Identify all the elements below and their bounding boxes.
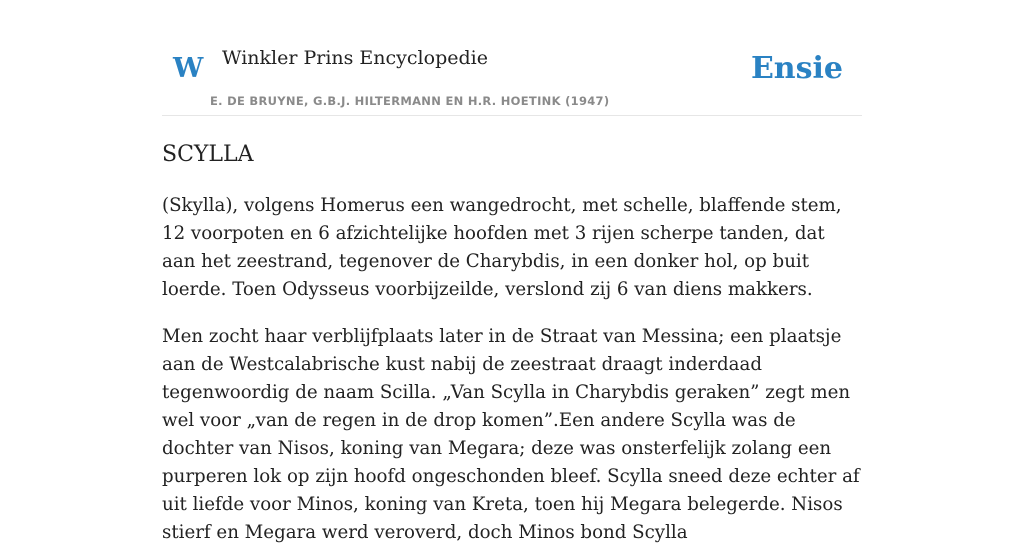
publication-title[interactable]: Winkler Prins Encyclopedie	[222, 47, 488, 69]
article-paragraph-1: (Skylla), volgens Homerus een wangedrocht, met schelle, blaffende stem, 12 voorpoten en 6 afzichtelijke hoofden met 3 rijen scherpe tanden, dat aan het zeestrand, tegenover de Charybdis, in een donker hol, op buit loerde. Toen Odysseus voorbijzeilde, verslond zij 6 van diens makkers.	[162, 195, 842, 300]
ensie-logo-link[interactable]: Ensie	[750, 51, 843, 86]
publication-logo[interactable]: W	[173, 53, 204, 84]
article-paragraph-2: Men zocht haar verblijfplaats later in de Straat van Messina; een plaatsje aan de Westcalabrische kust nabij de zeestraat draagt inderdaad tegenwoordig de naam Scilla. „Van Scylla in Charybdis geraken” zegt men wel voor „van de regen in de drop komen”.Een andere Scylla was de dochter van Nisos, koning van Megara; deze was onsterfelijk zolang een purperen lok op zijn hoofd ongeschonden bleef. Scylla sneed deze echter af uit liefde voor Minos, koning van Kreta, toen hij Megara belegerde. Nisos stierf en Megara werd veroverd, doch Minos bond Scylla	[162, 326, 860, 543]
article	[162, 138, 862, 547]
header	[162, 0, 862, 116]
publication-authors: E. DE BRUYNE, G.B.J. HILTERMANN EN H.R. HOETINK (1947)	[210, 94, 610, 108]
article-title: SCYLLA	[162, 142, 254, 167]
